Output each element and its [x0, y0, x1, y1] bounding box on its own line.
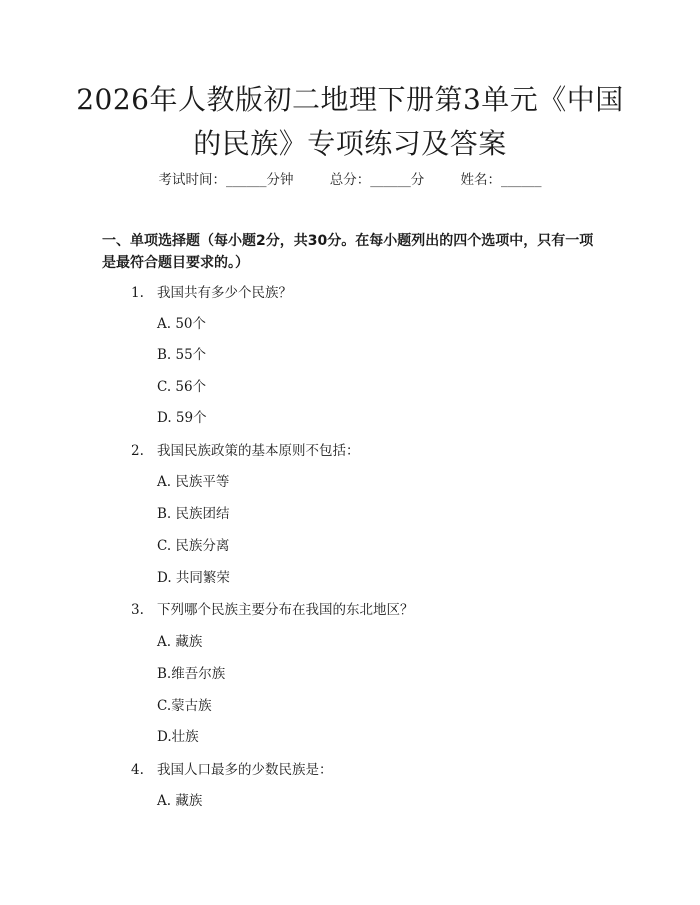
option: B. 民族团结: [157, 506, 230, 522]
option: B.维吾尔族: [157, 666, 226, 682]
option: A. 藏族: [157, 634, 203, 650]
option: D. 共同繁荣: [157, 570, 230, 586]
option: C. 56个: [157, 379, 207, 395]
section-title: 一、单项选择题（每小题2分，共30分。在每小题列出的四个选项中，只有一项是最符合题目要求的。）: [102, 233, 594, 271]
question-4: [131, 761, 333, 779]
exam-meta: [0, 168, 700, 188]
question-number: 3.: [131, 602, 144, 618]
question-3: [131, 601, 414, 619]
question-number: 1.: [131, 285, 144, 301]
total-score: 总分：______分: [329, 172, 425, 188]
option: D.壮族: [157, 729, 199, 745]
question-text: 我国民族政策的基本原则不包括：: [157, 443, 360, 459]
title-line-2: 的民族》专项练习及答案: [193, 127, 507, 160]
title-line-1: 2026年人教版初二地理下册第3单元《中国: [76, 83, 624, 116]
option: B. 55个: [157, 347, 207, 363]
option: A. 民族平等: [157, 474, 230, 490]
question-number: 2.: [131, 443, 144, 459]
option: C. 民族分离: [157, 538, 230, 554]
question-2: [131, 442, 360, 460]
option: A. 藏族: [157, 793, 203, 809]
document-title: [60, 78, 640, 166]
question-1: [131, 284, 292, 302]
option: A. 50个: [157, 316, 207, 332]
option: C.蒙古族: [157, 698, 212, 714]
student-name: 姓名：______: [460, 172, 542, 188]
question-number: 4.: [131, 762, 144, 778]
option: D. 59个: [157, 410, 207, 426]
question-text: 我国人口最多的少数民族是：: [157, 762, 333, 778]
exam-time: 考试时间：______分钟: [158, 172, 294, 188]
question-text: 下列哪个民族主要分布在我国的东北地区？: [157, 602, 414, 618]
question-text: 我国共有多少个民族？: [157, 285, 292, 301]
